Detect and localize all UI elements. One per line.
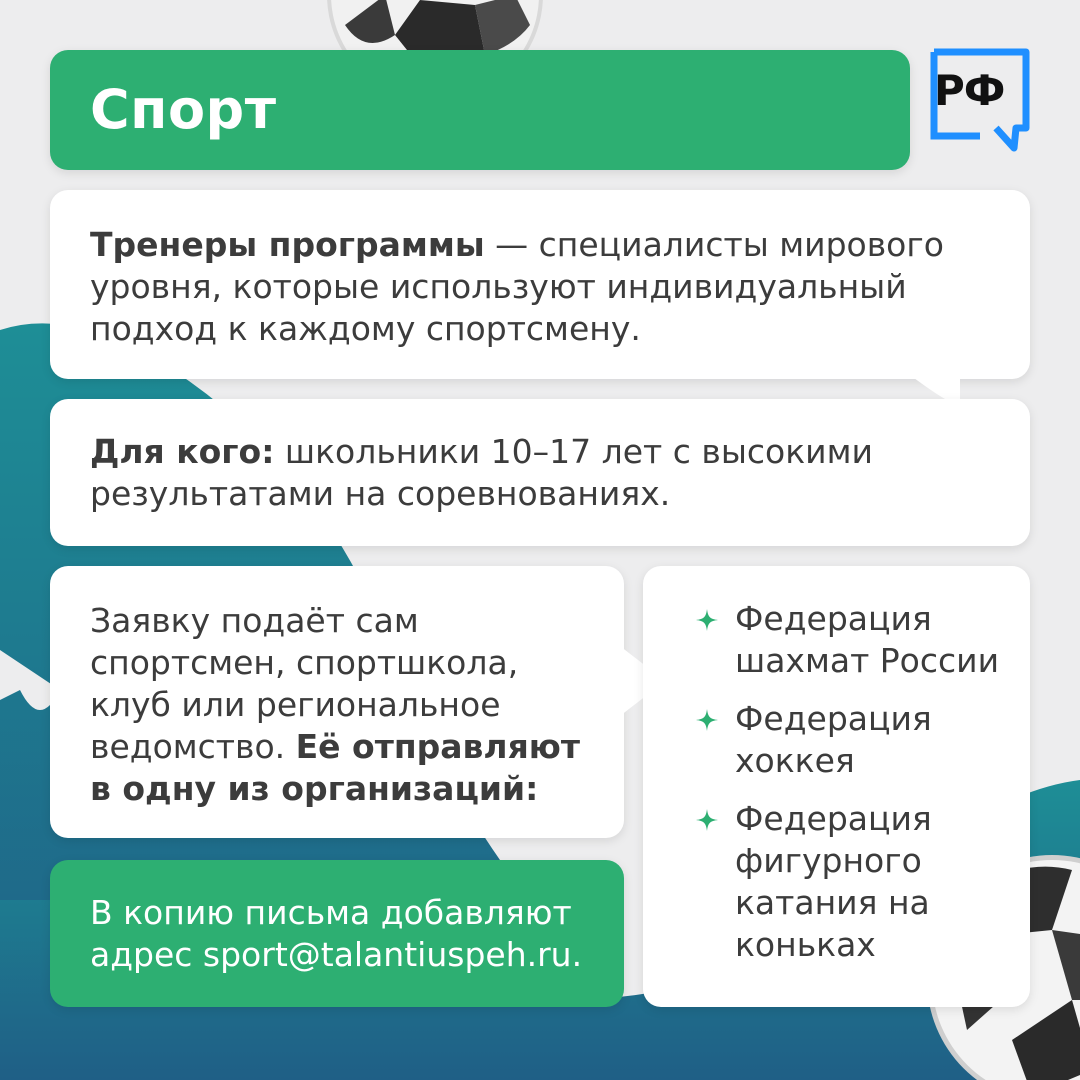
list-item [695,598,1005,682]
coaches-text [90,224,990,350]
coaches-desc: — специалисты мирового уровня, которые используют индивидуальный подход к каждому спортсмену. [90,225,944,348]
audience-text [90,431,990,515]
audience-desc: школьники 10–17 лет с высокими результатами на соревнованиях. [90,432,873,513]
audience-bold: Для кого: [90,432,275,471]
list-item [695,698,1005,782]
application-text [90,600,590,810]
sparkle-icon [695,708,719,732]
coaches-card [50,190,1030,379]
coaches-bold: Тренеры программы [90,225,485,264]
list-item [695,798,1005,966]
copy-note-text: В копию письма добавляют адрес sport@talantiuspeh.ru. [90,893,583,974]
application-desc: Заявку подаёт сам спортсмен, спортшкола, клуб или региональное ведомство. [90,601,519,766]
page-title: Спорт [90,78,277,141]
application-card [50,566,624,838]
sparkle-icon [695,608,719,632]
application-bold: Её отправляют в одну из организаций: [90,727,580,808]
organization-label: Федерация шахмат России [735,599,1000,680]
chat-logo-icon [930,48,1030,156]
logo-text: РФ [934,66,1005,115]
organizations-card [643,566,1030,1007]
organizations-list [695,598,1005,982]
sparkle-icon [695,808,719,832]
organization-label: Федерация фигурного катания на коньках [735,799,932,964]
title-banner [50,50,910,170]
audience-card [50,399,1030,546]
organization-label: Федерация хоккея [735,699,932,780]
copy-note-card [50,860,624,1007]
